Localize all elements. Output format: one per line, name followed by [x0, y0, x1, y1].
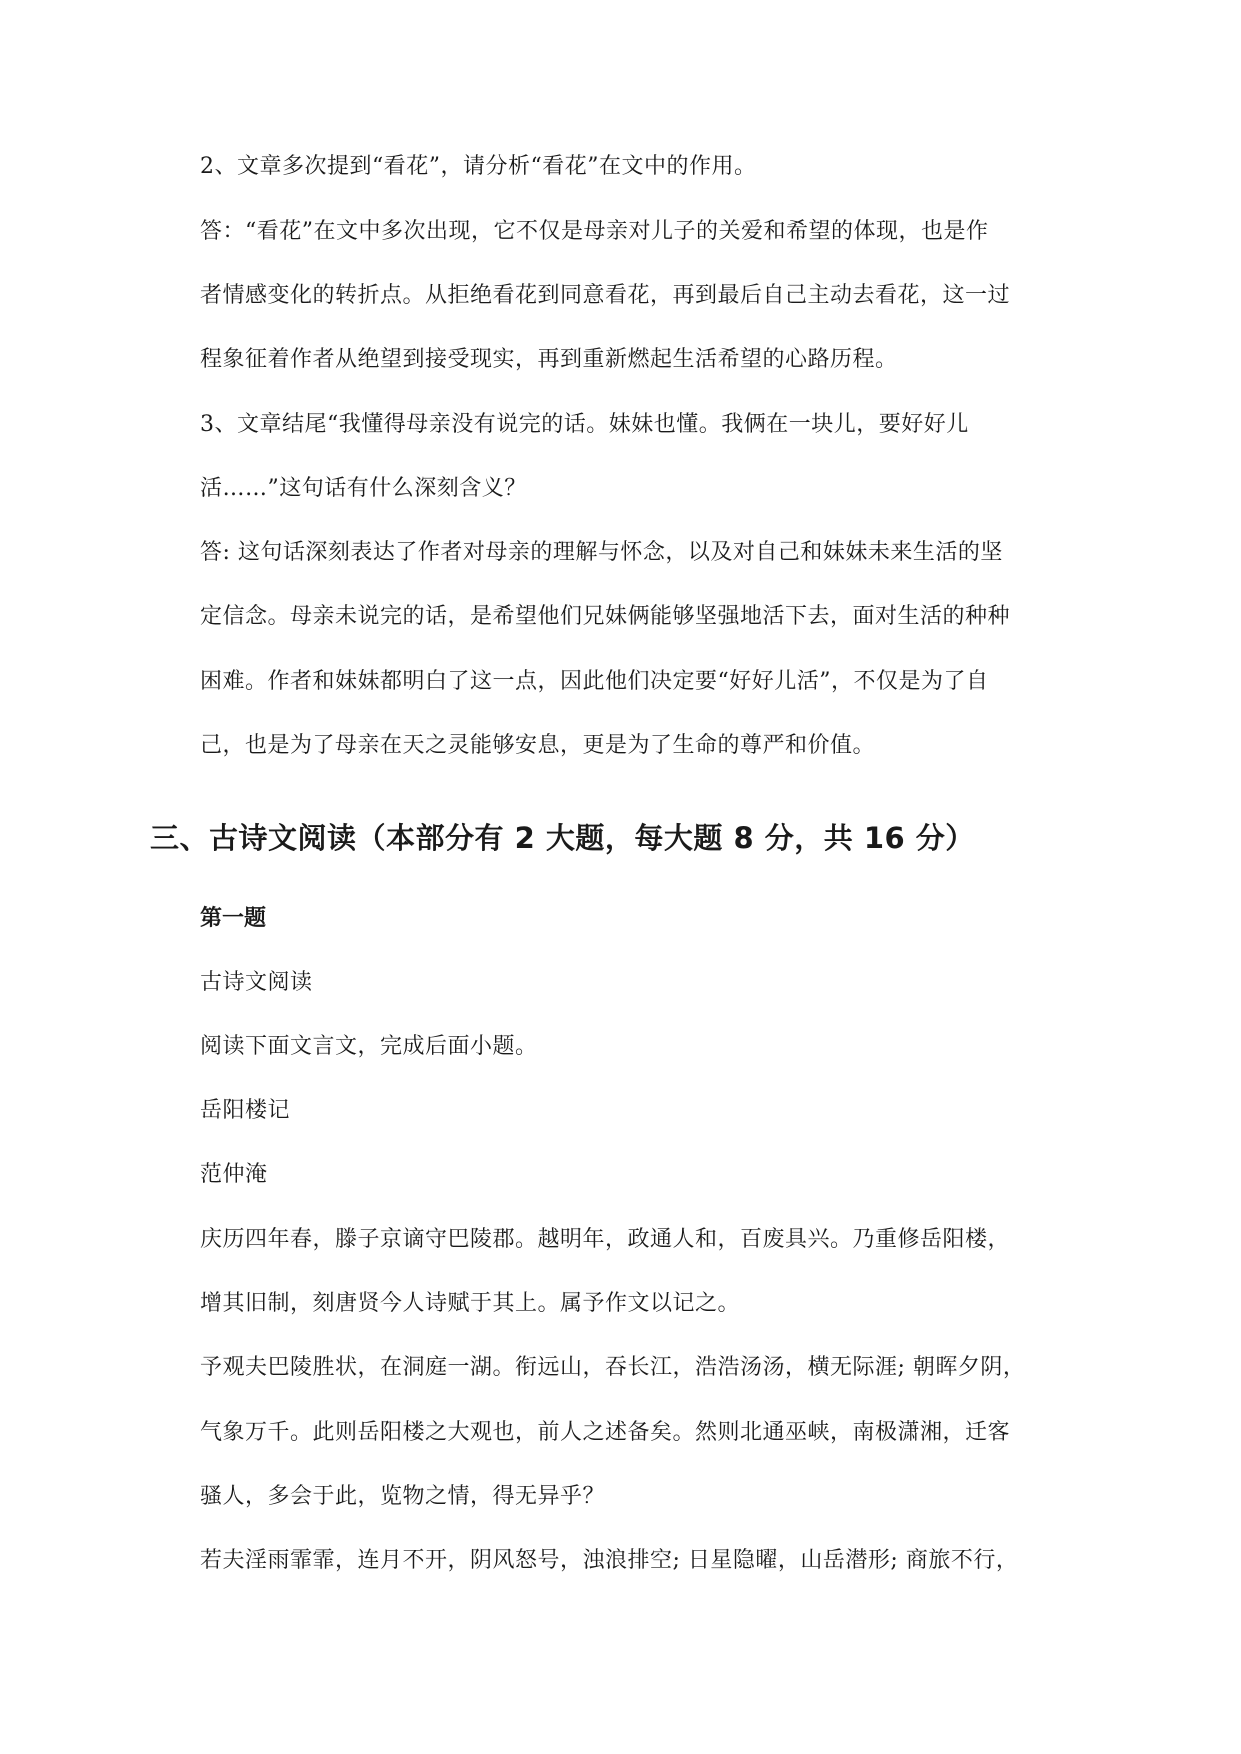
answer-2-line: 者情感变化的转折点。从拒绝看花到同意看花，再到最后自己主动去看花，这一过	[200, 283, 1011, 308]
passage-line: 气象万千。此则岳阳楼之大观也，前人之述备矣。然则北通巫峡，南极潇湘，迁客	[200, 1420, 1011, 1445]
answer-2-line: 答：“看花”在文中多次出现，它不仅是母亲对儿子的关爱和希望的体现，也是作	[200, 219, 989, 244]
passage-line: 庆历四年春，滕子京谪守巴陵郡。越明年，政通人和，百废具兴。乃重修岳阳楼，	[200, 1227, 1011, 1252]
passage-line: 骚人，多会于此，览物之情，得无异乎？	[200, 1484, 606, 1509]
question-2: 2、文章多次提到“看花”，请分析“看花”在文中的作用。	[200, 154, 757, 179]
answer-2-line: 程象征着作者从绝望到接受现实，再到重新燃起生活希望的心路历程。	[200, 347, 898, 372]
passage-title: 岳阳楼记	[200, 1098, 291, 1123]
section-heading: 三、古诗文阅读（本部分有 2 大题，每大题 8 分，共 16 分）	[150, 821, 975, 855]
passage-line: 予观夫巴陵胜状，在洞庭一湖。衔远山，吞长江，浩浩汤汤，横无际涯; 朝晖夕阴，	[200, 1355, 1026, 1380]
instruction: 阅读下面文言文，完成后面小题。	[200, 1034, 538, 1059]
answer-3-line: 答: 这句话深刻表达了作者对母亲的理解与怀念，以及对自己和妹妹未来生活的坚	[200, 540, 1003, 565]
answer-3-line: 己，也是为了母亲在天之灵能够安息，更是为了生命的尊严和价值。	[200, 733, 876, 758]
passage-line: 增其旧制，刻唐贤今人诗赋于其上。属予作文以记之。	[200, 1291, 741, 1316]
sub-heading: 第一题	[200, 906, 267, 931]
question-3-line: 3、文章结尾“我懂得母亲没有说完的话。妹妹也懂。我俩在一块儿，要好好儿	[200, 412, 969, 437]
answer-3-line: 定信念。母亲未说完的话，是希望他们兄妹俩能够坚强地活下去，面对生活的种种	[200, 604, 1011, 629]
answer-3-line: 困难。作者和妹妹都明白了这一点，因此他们决定要“好好儿活”，不仅是为了自	[200, 669, 989, 694]
passage-label: 古诗文阅读	[200, 970, 313, 995]
question-3-line: 活……”这句话有什么深刻含义？	[200, 476, 527, 501]
passage-line: 若夫淫雨霏霏，连月不开，阴风怒号，浊浪排空; 日星隐曜，山岳潜形; 商旅不行，	[200, 1548, 1019, 1573]
passage-author: 范仲淹	[200, 1162, 268, 1187]
